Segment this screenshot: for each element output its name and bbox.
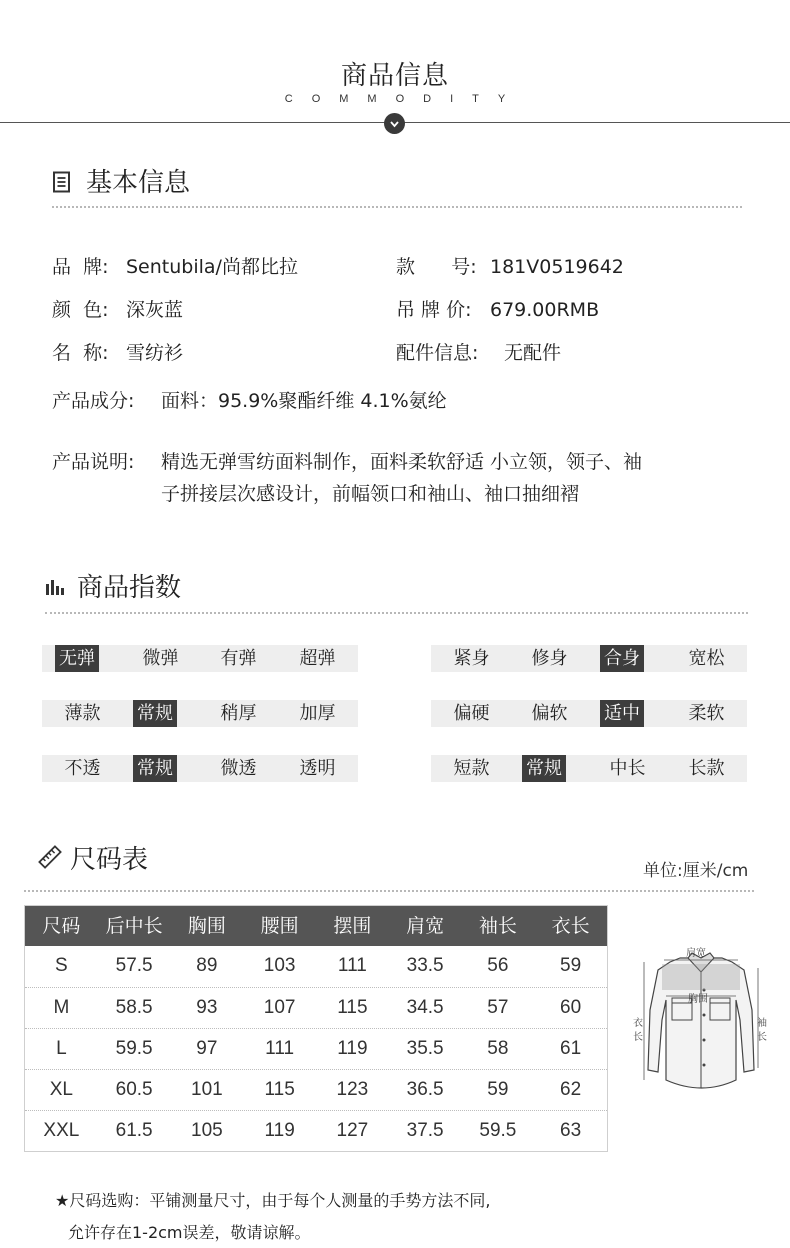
table-cell: M — [53, 997, 70, 1018]
parts-value: 无配件 — [504, 342, 562, 364]
table-cell: 56 — [487, 955, 509, 976]
index-option: 中长 — [609, 758, 646, 779]
bar-chart-icon — [45, 576, 65, 600]
index-option: 不透 — [64, 758, 101, 779]
document-icon — [52, 171, 72, 197]
table-cell: 62 — [560, 1079, 582, 1100]
index-title: 商品指数 — [77, 573, 182, 603]
column-header: 衣长 — [551, 915, 590, 937]
page-subtitle: COMMODITY — [284, 93, 525, 105]
table-cell: 97 — [196, 1038, 218, 1059]
description-label: 产品说明: — [52, 451, 135, 473]
index-row-left — [42, 700, 358, 727]
index-option-selected: 常规 — [133, 755, 177, 782]
size-note-line-1: ★尺码选购：平铺测量尺寸，由于每个人测量的手势方法不同, — [55, 1191, 491, 1210]
garment-diagram — [632, 940, 772, 1104]
index-option-selected: 常规 — [522, 755, 566, 782]
parts-label: 配件信息: — [396, 342, 479, 364]
sleeve-label-2: 长 — [757, 1032, 767, 1043]
table-cell: 35.5 — [406, 1038, 444, 1059]
table-cell: 89 — [196, 955, 218, 976]
size-note-line-2: 允许存在1-2cm误差，敬请谅解。 — [68, 1223, 311, 1242]
table-row — [25, 987, 607, 1028]
color-value: 深灰蓝 — [126, 299, 184, 321]
index-option: 透明 — [299, 758, 336, 779]
index-option: 宽松 — [688, 648, 725, 669]
index-option: 长款 — [688, 758, 725, 779]
page-title: 商品信息 — [340, 61, 449, 91]
name-value: 雪纺衫 — [126, 342, 184, 364]
index-option: 短款 — [453, 758, 490, 779]
description-line-1: 精选无弹雪纺面料制作，面料柔软舒适 小立领，领子、袖 — [161, 451, 643, 473]
index-option-selected: 适中 — [600, 700, 644, 727]
table-cell: 34.5 — [406, 997, 444, 1018]
table-body — [25, 946, 607, 1151]
brand-label: 品 牌: — [52, 256, 109, 278]
table-cell: 111 — [337, 955, 367, 976]
table-row — [25, 1028, 607, 1069]
table-cell: 115 — [337, 997, 368, 1018]
star-icon: ★ — [55, 1191, 70, 1210]
ruler-icon — [38, 845, 62, 873]
basic-info-title: 基本信息 — [86, 168, 191, 198]
shoulder-label: 肩宽 — [686, 948, 706, 959]
shirt-outline — [632, 940, 772, 1100]
column-header: 肩宽 — [406, 915, 445, 937]
composition-row — [52, 386, 447, 413]
unit-label: 单位:厘米/cm — [643, 861, 749, 881]
price-row — [396, 295, 599, 322]
section-divider — [24, 890, 754, 892]
table-cell: 59 — [487, 1079, 509, 1100]
table-cell: 58.5 — [115, 997, 153, 1018]
brand-value: Sentubila/尚都比拉 — [126, 256, 298, 278]
price-value: 679.00RMB — [490, 299, 600, 321]
table-cell: 123 — [336, 1079, 369, 1100]
table-cell: 127 — [336, 1120, 369, 1141]
table-cell: S — [55, 955, 68, 976]
table-cell: 105 — [191, 1120, 223, 1141]
column-header: 摆围 — [333, 915, 372, 937]
index-option: 微透 — [220, 758, 257, 779]
section-divider — [45, 612, 748, 614]
index-option: 超弹 — [299, 648, 336, 669]
index-row-right — [431, 755, 747, 782]
column-header: 腰围 — [260, 915, 299, 937]
table-cell: 61.5 — [115, 1120, 153, 1141]
table-row — [25, 946, 607, 987]
brand-row — [52, 252, 298, 279]
table-cell: 36.5 — [406, 1079, 444, 1100]
composition-value: 面料：95.9%聚酯纤维 4.1%氨纶 — [161, 390, 447, 412]
style-row — [396, 252, 624, 279]
index-option: 加厚 — [299, 703, 336, 724]
composition-label: 产品成分: — [52, 390, 135, 412]
table-header — [25, 906, 607, 946]
index-option: 偏硬 — [453, 703, 490, 724]
index-option: 稍厚 — [220, 703, 257, 724]
table-row — [25, 1069, 607, 1110]
table-cell: 119 — [337, 1038, 368, 1059]
length-label-1: 衣 — [633, 1018, 643, 1029]
index-row-right — [431, 645, 747, 672]
table-cell: XL — [49, 1079, 73, 1100]
column-header: 胸围 — [187, 915, 226, 937]
description-line-2: 子拼接层次感设计，前幅领口和袖山、袖口抽细褶 — [161, 483, 580, 505]
style-value: 181V0519642 — [490, 256, 624, 278]
table-cell: 63 — [560, 1120, 582, 1141]
table-cell: 60.5 — [115, 1079, 153, 1100]
table-row — [25, 1110, 607, 1151]
index-option: 修身 — [531, 648, 568, 669]
table-cell: 111 — [265, 1038, 295, 1059]
index-option: 有弹 — [220, 648, 257, 669]
index-option: 柔软 — [688, 703, 725, 724]
table-cell: 37.5 — [406, 1120, 444, 1141]
table-cell: 103 — [263, 955, 296, 976]
color-row — [52, 295, 183, 322]
name-label: 名 称: — [52, 342, 109, 364]
style-label: 款 号: — [396, 256, 477, 278]
name-row — [52, 338, 183, 365]
sleeve-label-1: 袖 — [757, 1018, 767, 1029]
table-cell: 115 — [264, 1079, 295, 1100]
table-cell: 59 — [560, 955, 582, 976]
table-cell: 57.5 — [115, 955, 153, 976]
index-option: 紧身 — [453, 648, 490, 669]
index-row-right — [431, 700, 747, 727]
table-cell: 60 — [560, 997, 582, 1018]
index-option: 薄款 — [64, 703, 101, 724]
size-chart-title: 尺码表 — [70, 845, 149, 875]
parts-row — [396, 338, 561, 365]
index-row-left — [42, 755, 358, 782]
index-option-selected: 合身 — [600, 645, 644, 672]
table-cell: 57 — [487, 997, 509, 1018]
price-label: 吊 牌 价: — [396, 299, 472, 321]
table-cell: 119 — [264, 1120, 295, 1141]
table-cell: 59.5 — [115, 1038, 153, 1059]
table-cell: L — [56, 1038, 67, 1059]
table-cell: 58 — [487, 1038, 509, 1059]
table-cell: 107 — [263, 997, 296, 1018]
table-cell: XXL — [43, 1120, 80, 1141]
chest-label: 胸围 — [688, 994, 708, 1005]
section-divider — [52, 206, 742, 208]
index-option-selected: 无弹 — [55, 645, 99, 672]
table-cell: 61 — [560, 1038, 582, 1059]
table-cell: 59.5 — [479, 1120, 517, 1141]
index-row-left — [42, 645, 358, 672]
table-cell: 101 — [191, 1079, 223, 1100]
index-option: 微弹 — [142, 648, 179, 669]
length-label-2: 长 — [633, 1032, 643, 1043]
color-label: 颜 色: — [52, 299, 109, 321]
table-cell: 33.5 — [406, 955, 444, 976]
index-option-selected: 常规 — [133, 700, 177, 727]
table-cell: 93 — [196, 997, 218, 1018]
column-header: 袖长 — [478, 915, 517, 937]
index-option: 偏软 — [531, 703, 568, 724]
chevron-down-icon — [384, 113, 405, 134]
column-header: 尺码 — [42, 915, 81, 937]
column-header: 后中长 — [105, 915, 163, 937]
size-table — [24, 905, 608, 1152]
